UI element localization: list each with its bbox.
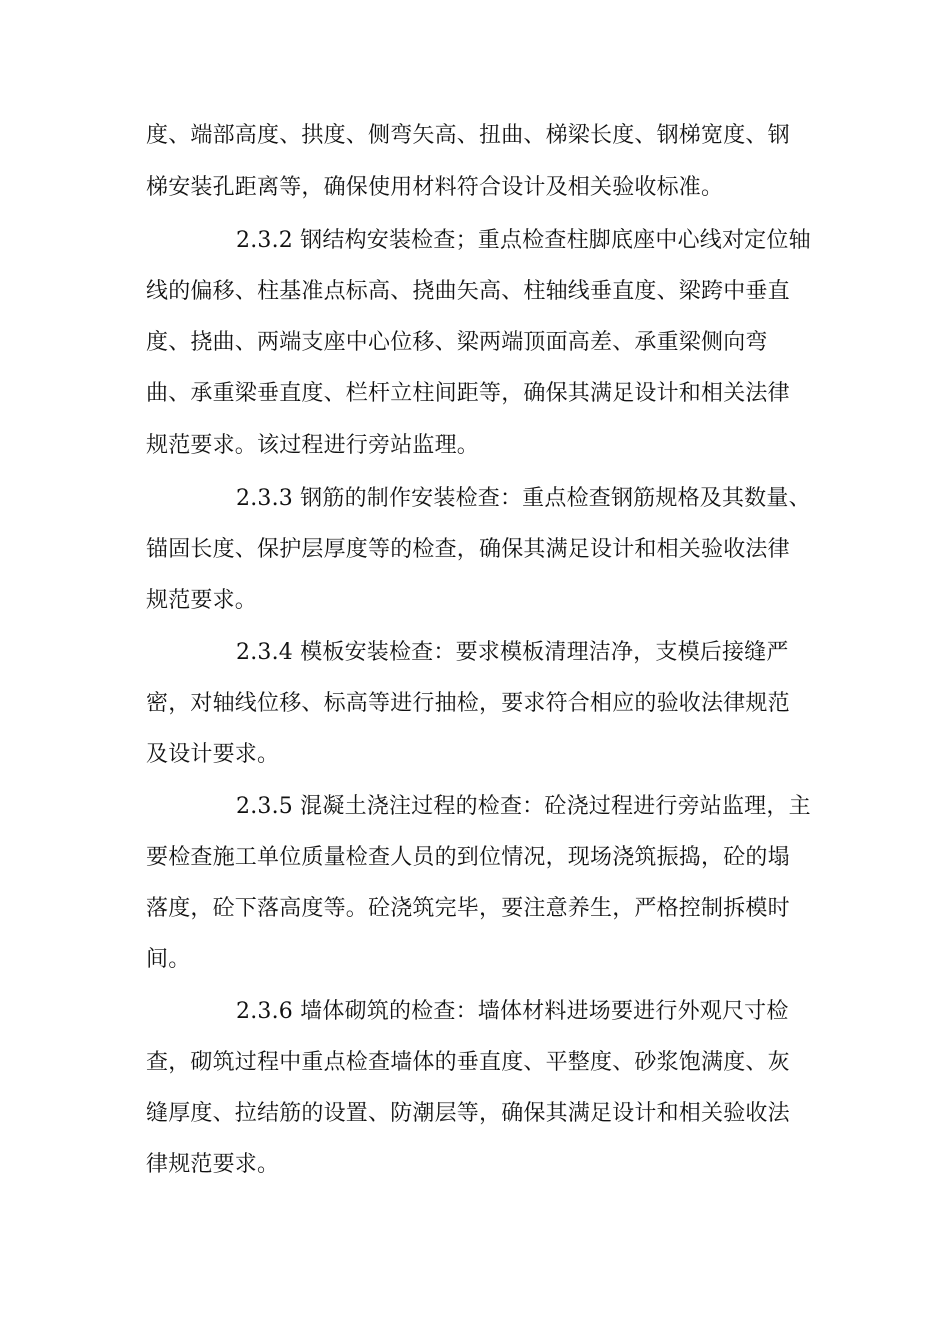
text-line: 间。 — [146, 947, 191, 972]
section-heading-2-3-3: 2.3.3 钢筋的制作安装检查：重点检查钢筋规格及其数量、 — [236, 486, 811, 511]
text-line: 律规范要求。 — [146, 1152, 280, 1177]
text-line: 曲、承重梁垂直度、栏杆立柱间距等，确保其满足设计和相关法律 — [146, 381, 790, 406]
text-line: 规范要求。该过程进行旁站监理。 — [146, 433, 480, 458]
text-line: 查，砌筑过程中重点检查墙体的垂直度、平整度、砂浆饱满度、灰 — [146, 1050, 790, 1075]
text-line: 落度，砼下落高度等。砼浇筑完毕，要注意养生，严格控制拆模时 — [146, 896, 790, 921]
text-line: 及设计要求。 — [146, 742, 280, 767]
text-line: 要检查施工单位质量检查人员的到位情况，现场浇筑振捣，砼的塌 — [146, 845, 790, 870]
section-heading-2-3-4: 2.3.4 模板安装检查：要求模板清理洁净，支模后接缝严 — [236, 640, 789, 665]
section-heading-2-3-2: 2.3.2 钢结构安装检查；重点检查柱脚底座中心线对定位轴 — [236, 228, 811, 253]
text-line: 锚固长度、保护层厚度等的检查，确保其满足设计和相关验收法律 — [146, 537, 790, 562]
text-line: 密，对轴线位移、标高等进行抽检，要求符合相应的验收法律规范 — [146, 691, 790, 716]
text-line: 度、挠曲、两端支座中心位移、梁两端顶面高差、承重梁侧向弯 — [146, 330, 768, 355]
text-line: 度、端部高度、拱度、侧弯矢高、扭曲、梯梁长度、钢梯宽度、钢 — [146, 123, 790, 148]
text-line: 线的偏移、柱基准点标高、挠曲矢高、柱轴线垂直度、梁跨中垂直 — [146, 279, 790, 304]
section-heading-2-3-5: 2.3.5 混凝土浇注过程的检查：砼浇过程进行旁站监理，主 — [236, 794, 811, 819]
section-heading-2-3-6: 2.3.6 墙体砌筑的检查：墙体材料进场要进行外观尺寸检 — [236, 999, 789, 1024]
text-line: 规范要求。 — [146, 588, 258, 613]
text-line: 缝厚度、拉结筋的设置、防潮层等，确保其满足设计和相关验收法 — [146, 1101, 790, 1126]
text-line: 梯安装孔距离等，确保使用材料符合设计及相关验收标准。 — [146, 175, 724, 200]
